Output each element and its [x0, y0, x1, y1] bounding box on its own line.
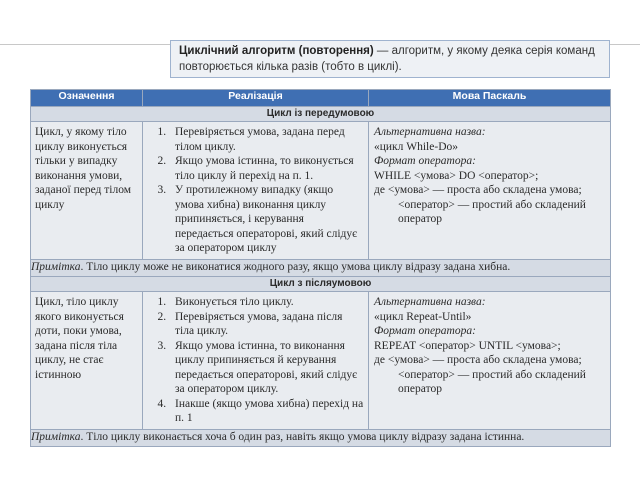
format-value: REPEAT <оператор> UNTIL <умова>; — [374, 339, 561, 352]
table-row — [31, 292, 611, 430]
note-label: Примітка — [31, 430, 81, 443]
list-item: 3. Якщо умова істинна, то виконання циклу припиняється й керування передається операторові, який слідує за оператором циклу. — [169, 339, 364, 397]
table-header-row — [31, 90, 611, 107]
note-cell — [31, 260, 611, 277]
list-item: 4. Інакше (якщо умова хибна) перехід на п. 1 — [169, 397, 364, 426]
note-cell — [31, 429, 611, 446]
implementation-cell — [143, 292, 369, 430]
where-condition: де <умова> — проста або складена умова; — [374, 354, 582, 366]
list-item: 2. Якщо умова істинна, то виконується тіло циклу й перехід на п. 1. — [169, 154, 364, 183]
where-operator: <оператор> — простий або складений оператор — [398, 198, 586, 225]
alt-name-value: «цикл While-Do» — [374, 140, 458, 153]
alt-name-value: «цикл Repeat-Until» — [374, 310, 472, 323]
table-row — [31, 122, 611, 260]
alt-name-line: Альтернативна назва: — [374, 296, 486, 308]
definition-cell: Цикл, тіло циклу якого виконується доти, поки умова, задана після тіла циклу, не стає істинною — [31, 292, 143, 430]
note-text: . Тіло циклу виконається хоча б один раз, навіть якщо умова циклу відразу задана істинна. — [80, 430, 525, 443]
definition-box — [170, 40, 610, 78]
format-line: Формат оператора: — [374, 325, 476, 337]
where-operator: <оператор> — простий або складений оператор — [398, 368, 586, 395]
list-item: 1. Виконується тіло циклу. — [169, 295, 364, 310]
column-header-pascal: Мова Паскаль — [369, 90, 611, 107]
section-title-precondition: Цикл із передумовою — [31, 107, 611, 122]
where-condition: де <умова> — проста або складена умова; — [374, 184, 582, 196]
steps-list — [143, 292, 368, 429]
definition-cell: Цикл, у якому тіло циклу виконується тільки у випадку виконання умови, заданої перед тілом циклу — [31, 122, 143, 260]
format-label: Формат оператора — [374, 155, 473, 167]
format-line: Формат оператора: — [374, 155, 476, 167]
loops-table — [30, 89, 611, 447]
steps-list — [143, 122, 368, 259]
alt-name-label: Альтернативна назва — [374, 126, 482, 138]
pascal-cell — [369, 122, 611, 260]
definition-term: Циклічний алгоритм (повторення) — [179, 45, 374, 57]
note-row — [31, 429, 611, 446]
list-item: 3. У протилежному випадку (якщо умова хибна) виконання циклу припиняється, і керування передається операторові, який слідує за оператором циклу — [169, 183, 364, 256]
definition-text: — алгоритм, у якому деяка серія команд повторюється кілька разів (тобто в циклі). — [179, 45, 595, 73]
alt-name-line: Альтернативна назва: — [374, 126, 486, 138]
note-row — [31, 260, 611, 277]
column-header-implementation: Реалізація — [143, 90, 369, 107]
section-title-postcondition: Цикл з післяумовою — [31, 277, 611, 292]
list-item: 2. Перевіряється умова, задана після тіла циклу. — [169, 310, 364, 339]
format-value: WHILE <умова> DO <оператор>; — [374, 169, 539, 182]
pascal-cell — [369, 292, 611, 430]
section-title-row — [31, 107, 611, 122]
note-label: Примітка — [31, 261, 81, 273]
column-header-definition: Означення — [31, 90, 143, 107]
format-label: Формат оператора — [374, 325, 473, 337]
section-title-row — [31, 277, 611, 292]
alt-name-label: Альтернативна назва — [374, 296, 482, 308]
list-item: 1. Перевіряється умова, задана перед тілом циклу. — [169, 125, 364, 154]
note-text: . Тіло циклу може не виконатися жодного разу, якщо умова циклу відразу задана хибна. — [80, 261, 511, 273]
implementation-cell — [143, 122, 369, 260]
